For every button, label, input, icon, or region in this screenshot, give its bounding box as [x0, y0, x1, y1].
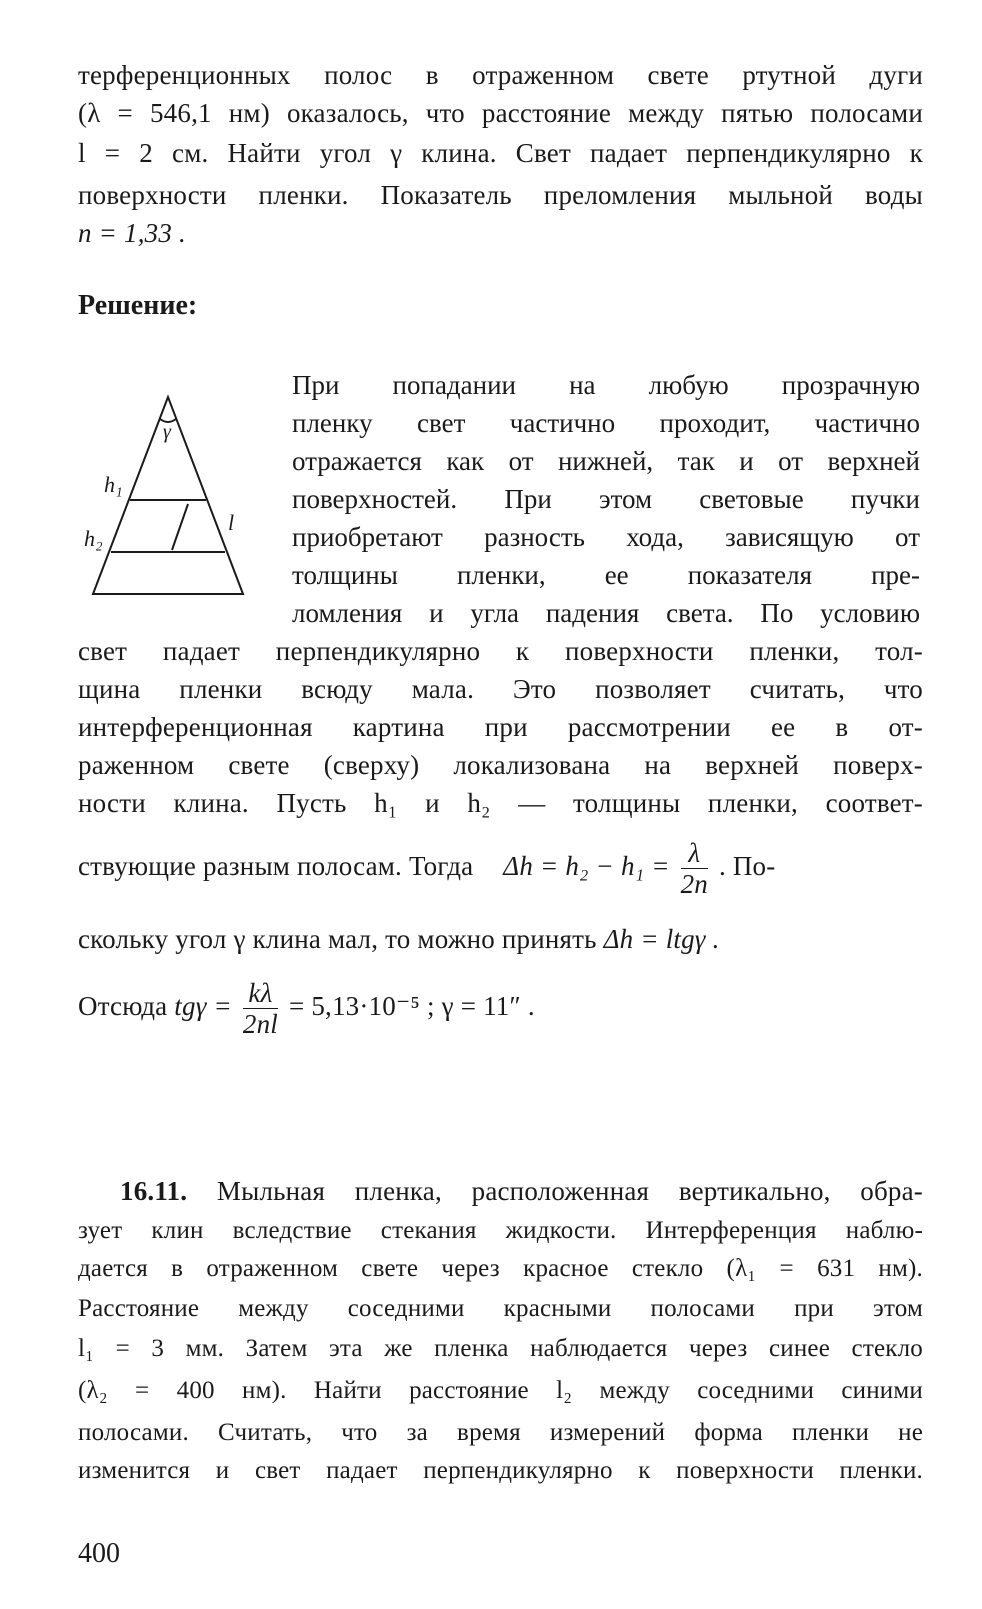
- solution-right-line-4: поверхностей. При этом световые пучки: [292, 484, 920, 514]
- label-l: l: [228, 510, 235, 535]
- problem-line-1: терференционных полос в отраженном свете ртутной дуги: [78, 60, 923, 90]
- eq3-formula-start: tgγ =: [174, 991, 232, 1021]
- next-problem-line-1: [120, 1172, 923, 1210]
- solution-line-1: свет падает перпендикулярно к поверхности пленки, тол-: [78, 636, 923, 666]
- next-problem-line-8: изменится и свет падает перпендикулярно к поверхности пленки.: [78, 1457, 923, 1484]
- next-problem-first-line: Мыльная пленка, расположенная вертикально, обра-: [216, 1176, 923, 1206]
- next-problem-number: 16.11.: [120, 1176, 188, 1206]
- problem-line-2: (λ = 546,1 нм) оказалось, что расстояние между пятью полосами: [78, 98, 923, 128]
- equation-line-3: [78, 976, 923, 1039]
- eq3-fraction: [243, 978, 278, 1039]
- label-h2: h₂: [84, 526, 103, 551]
- page-number: 400: [78, 1538, 120, 1569]
- equation-line-1: [78, 836, 923, 899]
- segment-l: [172, 504, 188, 550]
- solution-right-line-3: отражается как от нижней, так и от верхней: [292, 446, 920, 476]
- solution-line-2: щина пленки всюду мала. Это позволяет считать, что: [78, 674, 923, 704]
- problem-line-3: l = 2 см. Найти угол γ клина. Свет падает перпендикулярно к: [78, 138, 923, 168]
- solution-right-line-2: пленку свет частично проходит, частично: [292, 408, 920, 438]
- problem-line-4: поверхности пленки. Показатель преломления мыльной воды: [78, 180, 923, 210]
- eq1-formula: Δh = h₂ − h₁ =: [503, 851, 670, 881]
- solution-heading: Решение:: [78, 290, 198, 321]
- solution-line-4: раженном свете (сверху) локализована на верхней поверх-: [78, 750, 923, 780]
- next-problem-line-6: (λ₂ = 400 нм). Найти расстояние l₂ между соседними синими: [78, 1377, 923, 1404]
- solution-right-line-5: приобретают разность хода, зависящую от: [292, 522, 920, 552]
- eq3-prefix: Отсюда: [78, 991, 168, 1021]
- next-problem-line-2: зует клин вследствие стекания жидкости. Интерференция наблю-: [78, 1217, 923, 1244]
- eq2-formula: Δh = ltgγ .: [603, 924, 720, 954]
- eq1-denominator: 2n: [680, 869, 708, 900]
- eq1-prefix: ствующие разным полосам. Тогда: [78, 851, 474, 881]
- label-gamma: γ: [163, 421, 171, 443]
- eq3-numerator: kλ: [243, 978, 278, 1009]
- solution-right-line-7: ломления и угла падения света. По условию: [292, 598, 920, 628]
- wedge-diagram: [78, 392, 258, 602]
- next-problem-line-5: l₁ = 3 мм. Затем эта же пленка наблюдается через синее стекло: [78, 1335, 923, 1362]
- eq1-fraction: [681, 838, 708, 899]
- eq2-text: скольку угол γ клина мал, то можно принять: [78, 924, 597, 954]
- eq1-numerator: λ: [681, 838, 708, 869]
- eq3-formula-end: = 5,13·10⁻⁵ ; γ = 11″ .: [288, 991, 535, 1021]
- solution-line-3: интерференционная картина при рассмотрении ее в от-: [78, 712, 923, 742]
- next-problem-line-7: полосами. Считать, что за время измерений форма пленки не: [78, 1419, 923, 1446]
- solution-right-line-6: толщины пленки, ее показателя пре-: [292, 560, 920, 590]
- next-problem-line-3: дается в отраженном свете через красное стекло (λ₁ = 631 нм).: [78, 1255, 923, 1282]
- next-problem-line-4: Расстояние между соседними красными полосами при этом: [78, 1295, 923, 1322]
- solution-right-line-1: При попадании на любую прозрачную: [292, 370, 920, 400]
- label-h1: h₁: [104, 472, 123, 497]
- eq1-suffix: . По-: [718, 851, 776, 881]
- eq3-denominator: 2nl: [242, 1009, 278, 1040]
- solution-line-5: ности клина. Пусть h₁ и h₂ — толщины пленки, соответ-: [78, 788, 923, 818]
- equation-line-2: [78, 920, 923, 958]
- wedge-figure: [78, 392, 258, 607]
- problem-line-5: n = 1,33 .: [78, 218, 186, 248]
